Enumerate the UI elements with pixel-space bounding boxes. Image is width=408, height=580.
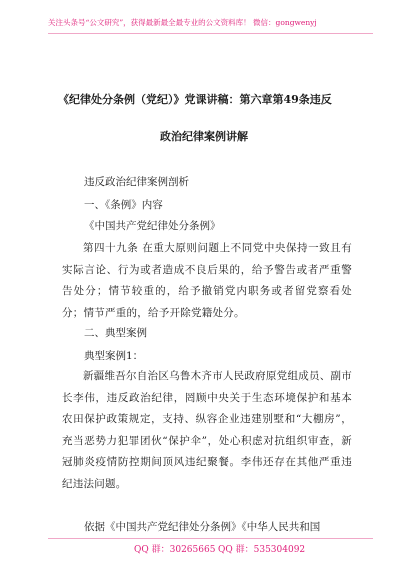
footer-qq-group-2: QQ 群：535304092: [218, 545, 306, 555]
header-banner: 关注头条号“公文研究”，获得最新最全最专业的公文资料库！ 微信：gongwenyj: [48, 18, 317, 27]
case-title: 典型案例1：: [84, 350, 144, 362]
document-title-line-2: 政治纪律案例讲解: [160, 130, 248, 143]
header-divider: [48, 33, 373, 34]
document-title: 《纪律处分条例（党纪）》党课讲稿：第六章第49条违反: [58, 93, 332, 106]
footer-qq-group-1: QQ 群：30265665: [134, 545, 216, 555]
footer-divider: [48, 538, 373, 539]
section-heading: 违反政治纪律案例剖析: [84, 176, 189, 188]
regulation-reference: 《中国共产党纪律处分条例》: [84, 220, 221, 232]
section-1-heading: 一、《条例》内容: [84, 199, 163, 211]
case-body-text: 新疆维吾尔自治区乌鲁木齐市人民政府原党组成员、副市长李伟，违反政治纪律，罔顾中央关于生态环境保护和基本农田保护政策规定，支持、纵容企业违建别墅和“大棚房”，充当恶势力犯罪团伙“保护伞”，处心积虑对抗组织审查，新冠肺炎疫情防控期间顶风违纪聚餐。李伟还存在其他严重违纪违法问题。: [62, 370, 352, 490]
section-2-heading: 二、典型案例: [84, 327, 147, 339]
article-49-text: 第四十九条 在重大原则问题上不同党中央保持一致且有实际言论、行为或者造成不良后果的，给予警告或者严重警告处分；情节较重的，给予撤销党内职务或者留党察看处分；情节严重的，给予开除党籍处分。: [62, 242, 352, 319]
partial-paragraph: 依据《中国共产党纪律处分条例》《中华人民共和国: [84, 521, 321, 533]
